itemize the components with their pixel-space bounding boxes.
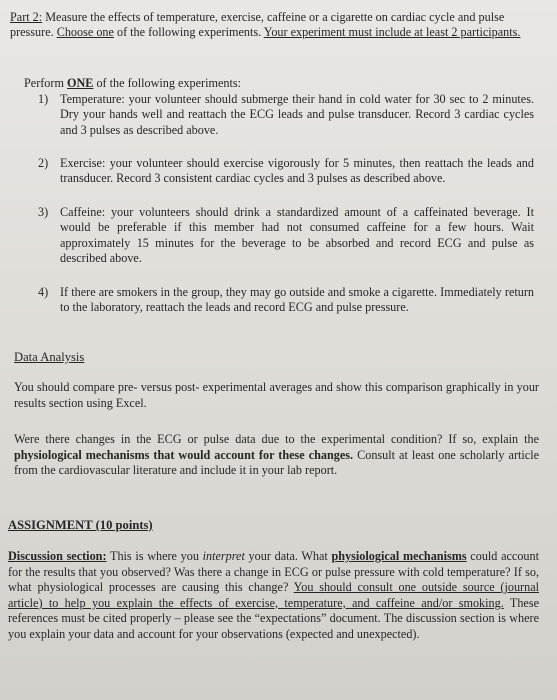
data-analysis-paragraph-1: You should compare pre- versus post- experimental averages and show this comparison graphically in your results section using Excel. [14,380,539,410]
perform-prefix: Perform [24,76,67,90]
assignment-heading: ASSIGNMENT (10 points) [8,518,153,532]
experiment-text: Exercise: your volunteer should exercise vigorously for 5 minutes, then reattach the leads and transducer. Record 3 consistent cardiac cycles and 3 pulses as described above. [60,156,534,186]
discussion-text-3: could account for the results that you observed? Was there a change in ECG or pulse pressure with cold temperature? If so, what physiological processes are causing this change? [8,549,539,595]
data-analysis-paragraph-2 [14,432,539,479]
experiment-text: Temperature: your volunteer should submerge their hand in cold water for 30 sec to 2 minutes. Dry your hands well and reattach the ECG leads and pulse transducer. Record 3 cardiac cycles and 3 pulses as described above. [60,92,534,137]
discussion-section-paragraph [8,549,539,643]
para2-text-a: Were there changes in the ECG or pulse data due to the experimental condition? If so, explain the [14,432,539,446]
part2-participants-requirement: Your experiment must include at least 2 participants. [263,25,521,40]
experiment-item-exercise [38,156,534,187]
data-analysis-heading: Data Analysis [14,350,85,364]
perform-suffix: of the following experiments: [93,76,241,90]
para2-bold-mechanisms: physiological mechanisms that would account for these changes. [14,447,354,462]
experiment-text: Caffeine: your volunteers should drink a standardized amount of a caffeinated beverage. It would be preferable if this member had not consumed caffeine for a few hours. Wait approximately 15 minutes for the beverage to be absorbed and record ECG and pulse as described above. [60,205,534,266]
discussion-label: Discussion section: [8,549,107,563]
part2-instructions [10,10,542,41]
experiment-text: If there are smokers in the group, they may go outside and smoke a cigarette. Immediately return to the laboratory, reattach the leads and record ECG and pulse pressure. [60,285,534,315]
para2-text-b: Consult at least one scholarly article from the cardiovascular literature and include it in your lab report. [14,447,539,478]
part2-label: Part 2: [10,10,43,24]
experiment-item-temperature [38,92,534,138]
perform-one: ONE [66,76,94,90]
experiment-number: 2) [38,156,49,170]
part2-text-2: of the following experiments. [113,25,264,40]
discussion-text-4: These references must be cited properly – please see the “expectations” document. The discussion section is where you explain your data and account for your observations (expected and unexpected). [8,595,539,641]
experiment-number: 4) [38,285,49,299]
experiment-item-caffeine [38,205,534,267]
discussion-interpret: interpret [202,549,245,563]
discussion-physiological-mechanisms: physiological mechanisms [331,549,467,563]
experiment-number: 3) [38,205,49,219]
experiment-item-smoking [38,285,534,316]
part2-choose-one: Choose one [56,25,114,40]
part2-text-1: Measure the effects of temperature, exercise, caffeine or a cigarette on cardiac cycle and pulse pressure. [10,10,505,40]
perform-instruction [24,76,534,91]
discussion-text-1: This is where you [106,549,203,563]
experiment-number: 1) [38,92,49,106]
discussion-text-2: your data. What [244,549,332,563]
discussion-outside-source: You should consult one outside source (journal article) to help you explain the effects of exercise, temperature, and caffeine and/or smoking. [8,580,539,610]
